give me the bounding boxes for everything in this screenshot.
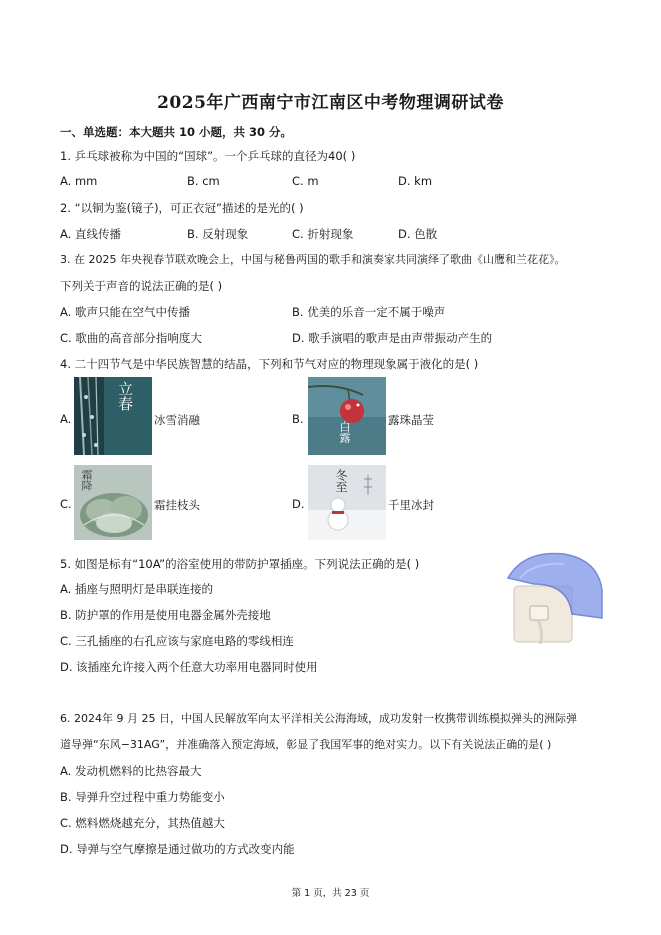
section-heading: 一、单选题：本大题共 10 小题，共 30 分。: [60, 125, 293, 139]
socket-with-cover-image: [494, 548, 604, 646]
question-1-stem: 1. 乒乓球被称为中国的“国球”。一个乒乓球的直径为40( ): [60, 149, 356, 163]
question-6-stem-line-1: 6. 2024年 9 月 25 日，中国人民解放军向太平洋相关公海海域，成功发射一枚携带训练模拟弹头的洲际弹: [60, 712, 577, 725]
image-lichun: [74, 377, 152, 455]
question-5-option-a: A. 插座与照明灯是串联连接的: [60, 582, 213, 596]
page-title: 2025年广西南宁市江南区中考物理调研试卷: [157, 93, 504, 113]
dongzhi-image-text: 冬至: [334, 469, 348, 493]
question-5-option-c: C. 三孔插座的右孔应该与家庭电路的零线相连: [60, 634, 294, 648]
question-1-option-a: A. mm: [60, 174, 98, 188]
bailu-image-text: 白露: [338, 421, 351, 443]
question-4-label-d: D.: [292, 497, 305, 511]
question-2-option-a: A. 直线传播: [60, 227, 121, 241]
question-6-option-b: B. 导弹升空过程中重力势能变小: [60, 790, 225, 804]
question-4-caption-a: 冰雪消融: [154, 413, 200, 427]
page-footer: 第 1 页，共 23 页: [291, 888, 370, 899]
image-shuangjiang: [74, 465, 152, 540]
lichun-image-text: 立春: [116, 381, 134, 411]
question-6-option-c: C. 燃料燃烧越充分，其热值越大: [60, 816, 225, 830]
question-4-caption-c: 霜挂枝头: [154, 498, 200, 512]
question-1-option-d: D. km: [398, 174, 433, 188]
question-6-stem-line-2: 道导弹“东风−31AG”，并准确落入预定海域，彰显了我国军事的绝对实力。以下有关说法正确的是( ): [60, 738, 552, 751]
question-4-stem: 4. 二十四节气是中华民族智慧的结晶，下列和节气对应的物理现象属于液化的是( ): [60, 357, 479, 371]
question-4-caption-b: 露珠晶莹: [388, 413, 434, 427]
image-dongzhi: [308, 465, 386, 540]
question-2-option-c: C. 折射现象: [292, 227, 354, 241]
question-2-option-b: B. 反射现象: [187, 227, 249, 241]
question-3-stem-line-1: 3. 在 2025 年央视春节联欢晚会上，中国与秘鲁两国的歌手和演奏家共同演绎了歌曲《山鹰和兰花花》。: [60, 253, 566, 266]
image-bailu: [308, 377, 386, 455]
question-1-option-c: C. m: [292, 174, 319, 188]
question-2-stem: 2. “以铜为鉴(镜子)，可正衣冠”描述的是光的( ): [60, 201, 304, 215]
shuangjiang-image-text: 霜降: [80, 469, 93, 491]
question-4-label-c: C.: [60, 497, 72, 511]
question-5-stem: 5. 如图是标有“10A”的浴室使用的带防护罩插座。下列说法正确的是( ): [60, 557, 420, 571]
question-6-option-d: D. 导弹与空气摩擦是通过做功的方式改变内能: [60, 842, 295, 856]
question-1-option-b: B. cm: [187, 174, 220, 188]
question-6-option-a: A. 发动机燃料的比热容最大: [60, 764, 202, 778]
question-4-label-a: A.: [60, 412, 72, 426]
question-3-stem-line-2: 下列关于声音的说法正确的是( ): [60, 279, 223, 293]
question-5-option-b: B. 防护罩的作用是使用电器金属外壳接地: [60, 608, 271, 622]
question-3-option-c: C. 歌曲的高音部分指响度大: [60, 331, 202, 345]
question-4-label-b: B.: [292, 412, 304, 426]
question-3-option-b: B. 优美的乐音一定不属于噪声: [292, 305, 446, 319]
question-4-caption-d: 千里冰封: [388, 498, 434, 512]
question-5-option-d: D. 该插座允许接入两个任意大功率用电器同时使用: [60, 660, 318, 674]
question-2-option-d: D. 色散: [398, 227, 438, 241]
question-3-option-a: A. 歌声只能在空气中传播: [60, 305, 190, 319]
question-3-option-d: D. 歌手演唱的歌声是由声带振动产生的: [292, 331, 493, 345]
